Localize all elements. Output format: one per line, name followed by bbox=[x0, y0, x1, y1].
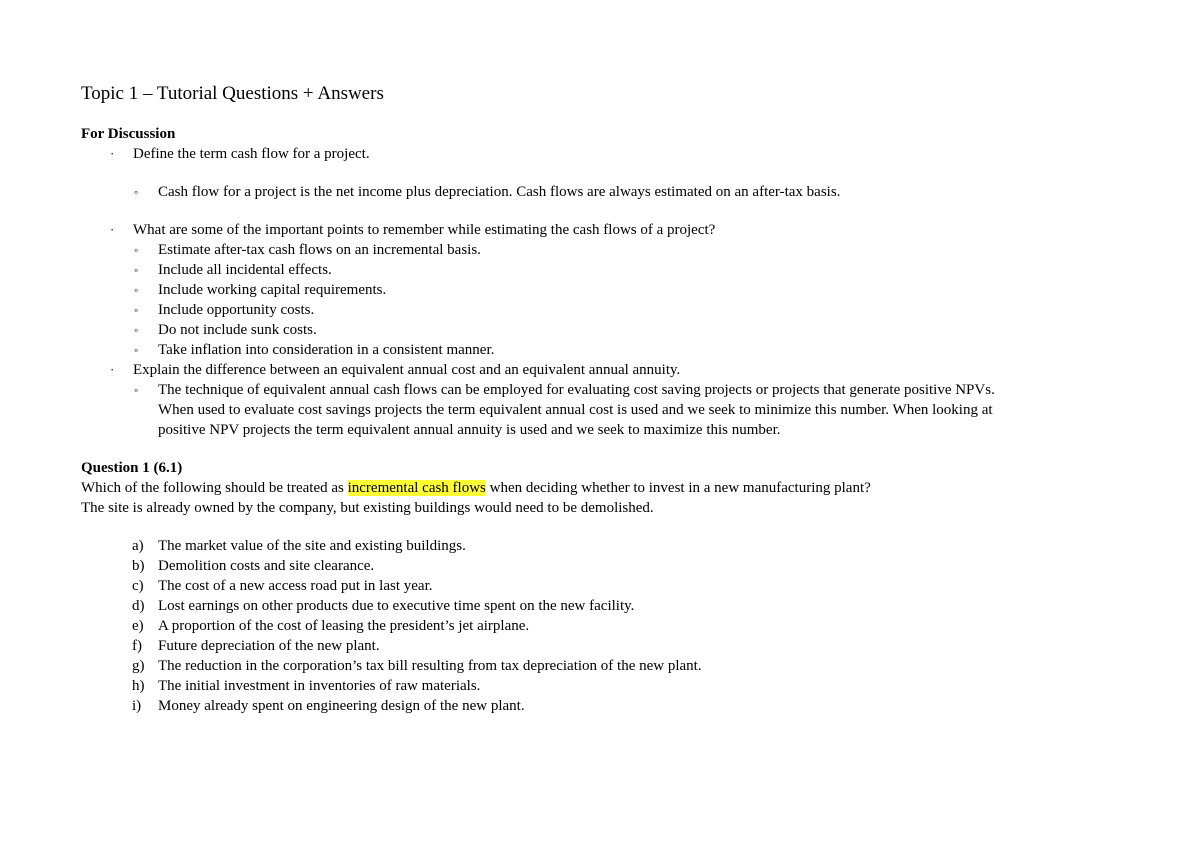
option-letter: i) bbox=[132, 698, 142, 714]
sub-bullet-marker: ◦ bbox=[134, 303, 139, 317]
option-text: A proportion of the cost of leasing the president’s jet airplane. bbox=[158, 618, 530, 634]
discussion-heading: For Discussion bbox=[81, 126, 176, 142]
discussion-question-1-text: Define the term cash flow for a project. bbox=[133, 146, 370, 162]
question-1-stem-start: Which of the following should be treated as bbox=[81, 480, 348, 496]
option-text: Demolition costs and site clearance. bbox=[158, 558, 375, 574]
option-item bbox=[81, 676, 1141, 696]
discussion-answer-3-line: When used to evaluate cost savings projects the term equivalent annual cost is used and we seek to minimize this number. When looking at bbox=[158, 402, 993, 418]
option-text: Lost earnings on other products due to executive time spent on the new facility. bbox=[158, 598, 635, 614]
discussion-question-3 bbox=[81, 360, 1141, 380]
sub-bullet-marker: ◦ bbox=[134, 185, 139, 199]
question-1-options bbox=[81, 536, 1141, 716]
sub-bullet-marker: ◦ bbox=[134, 283, 139, 297]
list-item-text: Take inflation into consideration in a consistent manner. bbox=[158, 342, 495, 358]
sub-bullet-marker: ◦ bbox=[134, 383, 139, 397]
list-item bbox=[81, 240, 1141, 260]
sub-bullet-marker: ◦ bbox=[134, 323, 139, 337]
discussion-answer-3 bbox=[81, 380, 1141, 440]
list-item-text: Do not include sunk costs. bbox=[158, 322, 317, 338]
discussion-question-2-text: What are some of the important points to remember while estimating the cash flows of a project? bbox=[133, 222, 716, 238]
option-letter: h) bbox=[132, 678, 145, 694]
option-letter: g) bbox=[132, 658, 145, 674]
option-text: The market value of the site and existing buildings. bbox=[158, 538, 466, 554]
option-text: The initial investment in inventories of raw materials. bbox=[158, 678, 481, 694]
option-text: Future depreciation of the new plant. bbox=[158, 638, 380, 654]
list-item bbox=[81, 280, 1141, 300]
question-1-stem-line-2: The site is already owned by the company, but existing buildings would need to be demolished. bbox=[81, 500, 654, 516]
option-item bbox=[81, 536, 1141, 556]
question-1-stem-end: when deciding whether to invest in a new manufacturing plant? bbox=[485, 480, 871, 496]
list-item-text: Include working capital requirements. bbox=[158, 282, 387, 298]
option-item bbox=[81, 656, 1141, 676]
discussion-answer-3-line: positive NPV projects the term equivalent annual annuity is used and we seek to maximize this number. bbox=[158, 422, 781, 438]
list-item-text: Include opportunity costs. bbox=[158, 302, 315, 318]
option-item bbox=[81, 596, 1141, 616]
option-letter: e) bbox=[132, 618, 144, 634]
option-item bbox=[81, 696, 1141, 716]
page-title: Topic 1 – Tutorial Questions + Answers bbox=[81, 83, 384, 104]
discussion-question-2 bbox=[81, 220, 1141, 240]
question-1-stem bbox=[81, 478, 1141, 498]
list-item-text: Estimate after-tax cash flows on an incremental basis. bbox=[158, 242, 481, 258]
option-text: The reduction in the corporation’s tax bill resulting from tax depreciation of the new plant. bbox=[158, 658, 702, 674]
option-letter: f) bbox=[132, 638, 142, 654]
list-item bbox=[81, 260, 1141, 280]
discussion-question-3-text: Explain the difference between an equivalent annual cost and an equivalent annual annuity. bbox=[133, 362, 681, 378]
bullet-marker: · bbox=[110, 146, 115, 161]
option-letter: b) bbox=[132, 558, 145, 574]
discussion-question-1 bbox=[81, 144, 1141, 164]
discussion-answer-3-line: The technique of equivalent annual cash flows can be employed for evaluating cost saving projects or projects that generate positive NPVs. bbox=[158, 382, 995, 398]
list-item bbox=[81, 340, 1141, 360]
document-page bbox=[81, 82, 1141, 716]
highlighted-term: incremental cash flows bbox=[347, 480, 486, 496]
list-item-text: Include all incidental effects. bbox=[158, 262, 332, 278]
list-item bbox=[81, 320, 1141, 340]
discussion-answer-1 bbox=[81, 182, 1141, 202]
sub-bullet-marker: ◦ bbox=[134, 343, 139, 357]
question-1-heading: Question 1 (6.1) bbox=[81, 460, 183, 476]
option-text: Money already spent on engineering design of the new plant. bbox=[158, 698, 525, 714]
list-item bbox=[81, 300, 1141, 320]
discussion-answer-2-list bbox=[81, 240, 1141, 360]
bullet-marker: · bbox=[110, 362, 115, 377]
option-letter: c) bbox=[132, 578, 144, 594]
bullet-marker: · bbox=[110, 222, 115, 237]
option-text: The cost of a new access road put in last year. bbox=[158, 578, 433, 594]
option-item bbox=[81, 556, 1141, 576]
option-item bbox=[81, 636, 1141, 656]
option-item bbox=[81, 616, 1141, 636]
sub-bullet-marker: ◦ bbox=[134, 263, 139, 277]
discussion-answer-1-text: Cash flow for a project is the net income plus depreciation. Cash flows are always estimated on an after-tax basis. bbox=[158, 184, 841, 200]
sub-bullet-marker: ◦ bbox=[134, 243, 139, 257]
option-item bbox=[81, 576, 1141, 596]
option-letter: a) bbox=[132, 538, 144, 554]
option-letter: d) bbox=[132, 598, 145, 614]
